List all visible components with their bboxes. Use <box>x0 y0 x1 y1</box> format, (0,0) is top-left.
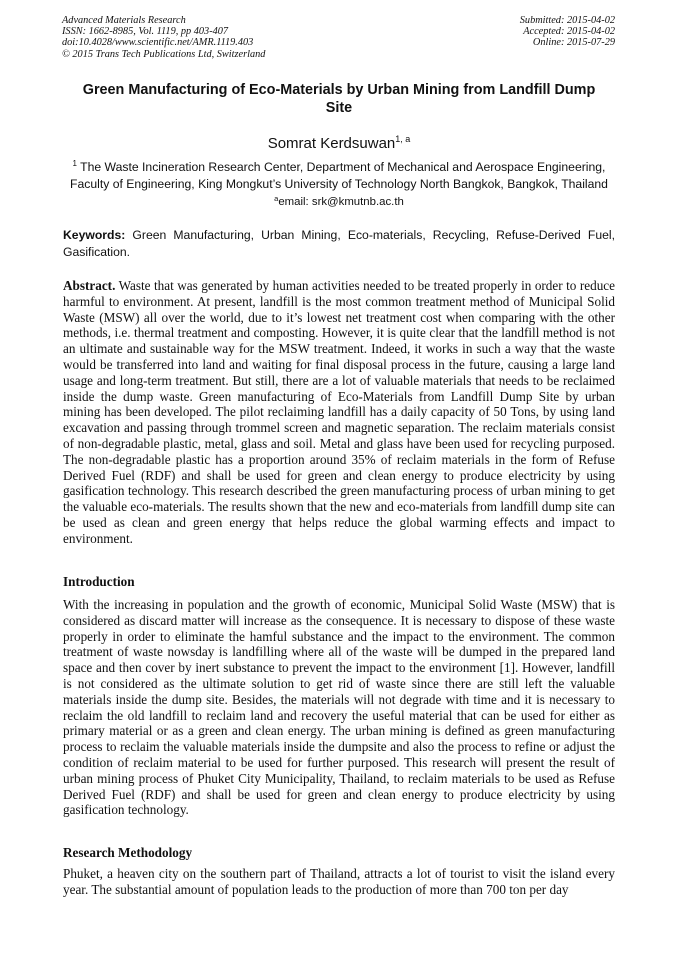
author-name: Somrat Kerdsuwan <box>267 135 396 152</box>
abstract-label: Abstract. <box>63 278 116 293</box>
introduction-heading: Introduction <box>63 574 135 589</box>
journal-copyright: © 2015 Trans Tech Publications Ltd, Switzerland <box>62 48 266 60</box>
submission-dates <box>520 15 615 49</box>
affiliation <box>62 155 616 193</box>
journal-name: Advanced Materials Research <box>62 15 186 26</box>
paper-title: Green Manufacturing of Eco-Materials by Urban Mining from Landfill Dump Site <box>82 82 596 116</box>
methodology-heading: Research Methodology <box>63 845 193 860</box>
keywords-label: Keywords: <box>63 228 126 242</box>
email-sup: a <box>274 194 279 203</box>
methodology-text: Phuket, a heaven city on the southern part of Thailand, attracts a lot of tourist to visit the island every year. The substantial amount of population leads to the production of more than 700 ton per day <box>63 866 615 897</box>
online-date: Online: 2015-07-29 <box>532 37 615 49</box>
email-text: email: srk@kmutnb.ac.th <box>278 196 404 208</box>
journal-doi: doi:10.4028/www.scientific.net/AMR.1119.403 <box>62 37 254 49</box>
journal-info <box>62 15 265 60</box>
affiliation-sup: 1 <box>72 159 77 168</box>
email-line <box>0 192 678 209</box>
accepted-date: Accepted: 2015-04-02 <box>523 26 615 38</box>
introduction-text: With the increasing in population and the growth of economic, Municipal Solid Waste (MSW) that is considered as discard matter will increase as the consequence. It is necessary to dispose of these waste properly in order to eliminate the hamful substance and the impact to the environment. The common treatment of waste nowsday is landfilling where all of the waste will be dumped in the prepared land space and then cover by inert substance to prevent the impact to the environment [1]. However, landfill is not considered as the ultimate solution to get rid of waste since there are still left the valuable materials inside the dump site. Besides, the materials will not degrade with time and it is necessary to reclaim the old landfill to reclaim land and recovery the useful material that can be used for either as primary material or as a green and clean energy. The urban mining is defined as green manufacturing process to reclaim the valuable materials inside the dumpsite and also the process to refine or adjust the condition of reclaim material to be used for further purposed. This research will present the result of urban mining process of Phuket City Municipality, Thailand, to reclaim materials to be used as Refuse Derived Fuel (RDF) and shall be used for green and clean energy to produce electricity by using gasification technology. <box>63 597 615 818</box>
author-line <box>0 130 678 153</box>
affiliation-text: The Waste Incineration Research Center, Department of Mechanical and Aerospace Engineering, Faculty of Engineering, King Mongkut’s University of Technology North Bangkok, Bangkok, Thailand <box>70 160 608 191</box>
abstract <box>63 278 615 547</box>
journal-issn: ISSN: 1662-8985, Vol. 1119, pp 403-407 <box>62 26 229 38</box>
abstract-text: Waste that was generated by human activities needed to be treated properly in order to reduce harmful to environment. At present, landfill is the most common treatment method of Municipal Solid Waste (MSW) all over the world, due to it’s lowest net treatment cost when comparing with the other methods, i.e. thermal treatment and composting. However, it is quite clear that the landfill method is not an ultimate and sustainable way for the MSW treatment. Indeed, it works in such a way that the waste would be transferred into land and waiting for final disposal process in the future, causing a large land usage and long-term treatment. But still, there are a lot of valuable materials that needs to be reclaimed inside the dump waste. Green manufacturing of Eco-Materials from Landfill Dump Site by urban mining has been developed. The pilot reclaiming landfill has a daily capacity of 50 Tons, by using land excavation and passing through trommel screen and magnetic separation. The reclaim materials consist of non-degradable plastic, metal, glass and soil. Metal and glass have been used for recycling purposed. The non-degradable plastic has a proportion around 35% of reclaim materials in the form of Refuse Derived Fuel (RDF) and shall be used for green and clean energy to produce electricity by using gasification technology. This research described the green manufacturing process of urban mining to get the valuable eco-materials. The results shown that the new and eco-materials from landfill dump site can be used as clean and green energy that helps reduce the global warming effects and impact to environment. <box>63 278 615 546</box>
keywords-text: Green Manufacturing, Urban Mining, Eco-materials, Recycling, Refuse-Derived Fuel, Gasification. <box>63 228 615 259</box>
submitted-date: Submitted: 2015-04-02 <box>519 15 615 26</box>
keywords <box>63 227 615 260</box>
author-sup: 1, a <box>395 134 411 144</box>
